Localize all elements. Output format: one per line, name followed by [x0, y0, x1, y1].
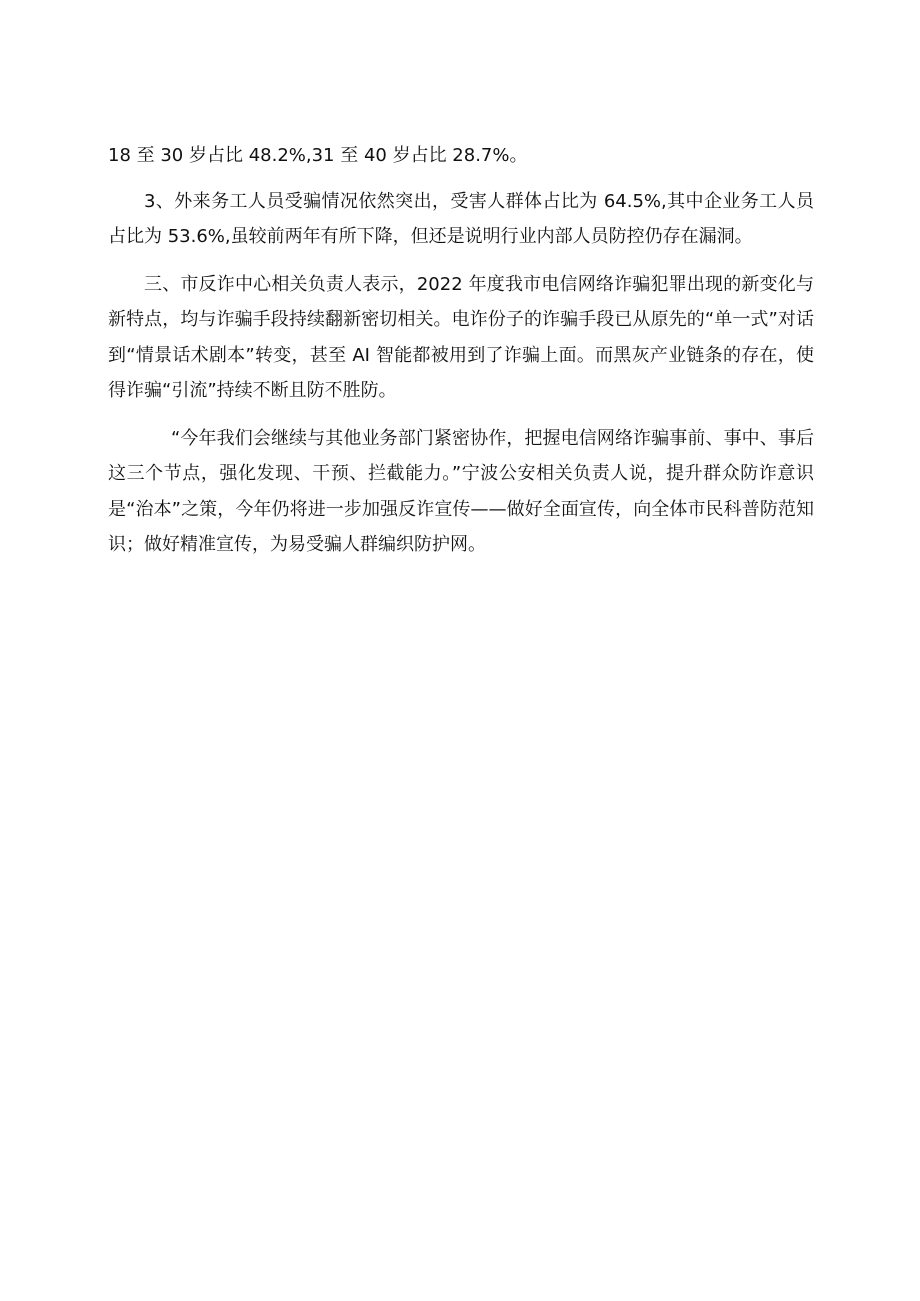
paragraph-new-trends: 三、市反诈中心相关负责人表示，2022 年度我市电信网络诈骗犯罪出现的新变化与新特点，均与诈骗手段持续翻新密切相关。电诈份子的诈骗手段已从原先的“单一式”对话到“情景话术剧本”转变，甚至 AI 智能都被用到了诈骗上面。而黑灰产业链条的存在，使得诈骗“引流”持续不断且防不胜防。: [108, 273, 814, 401]
paragraph-age-stats: 18 至 30 岁占比 48.2%,31 至 40 岁占比 28.7%。: [108, 145, 528, 166]
paragraph-police-quote: “今年我们会继续与其他业务部门紧密协作，把握电信网络诈骗事前、事中、事后这三个节点，强化发现、干预、拦截能力。”宁波公安相关负责人说，提升群众防诈意识是“治本”之策，今年仍将进一步加强反诈宣传——做好全面宣传，向全体市民科普防范知识；做好精准宣传，为易受骗人群编织防护网。: [108, 427, 814, 555]
document-body: [108, 138, 814, 575]
paragraph-migrant-workers: 3、外来务工人员受骗情况依然突出，受害人群体占比为 64.5%,其中企业务工人员占比为 53.6%,虽较前两年有所下降，但还是说明行业内部人员防控仍存在漏洞。: [108, 190, 814, 247]
